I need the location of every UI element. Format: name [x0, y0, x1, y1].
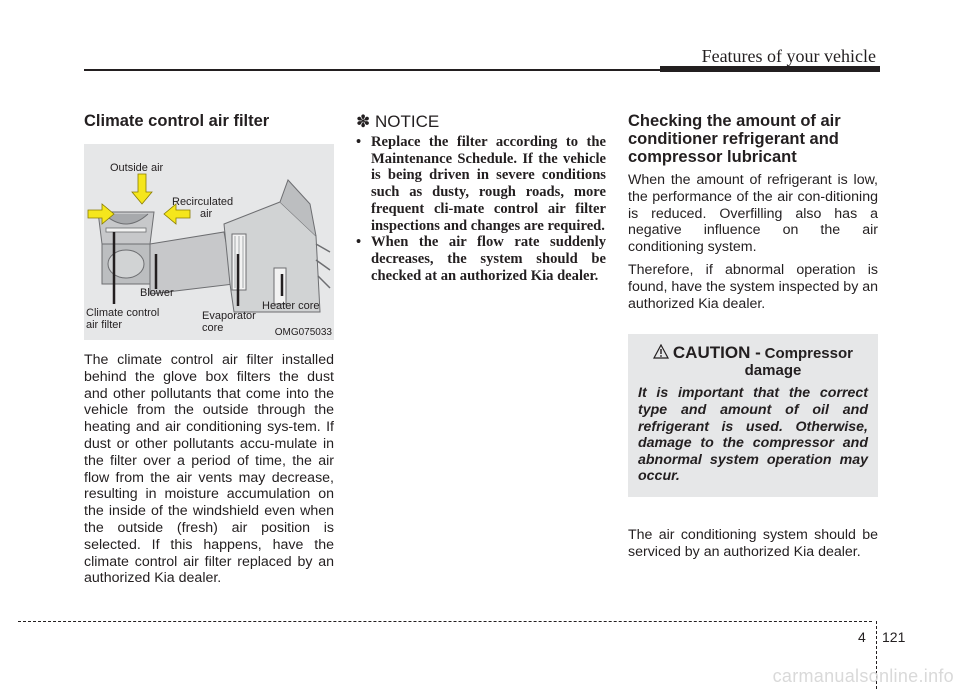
- page-header-title: Features of your vehicle: [701, 46, 876, 66]
- column-filter: [84, 112, 334, 587]
- warning-triangle-icon: [653, 344, 669, 359]
- caution-text: It is important that the correct type and amount of oil and refrigerant is used. Otherwise, damage to the compressor and abnormal system operation may occur.: [638, 385, 868, 485]
- caution-heading: [638, 344, 868, 379]
- label-heater-core: Heater core: [262, 300, 320, 312]
- caution-subject-line2: damage: [744, 362, 802, 380]
- label-evaporator-line1: Evaporator: [202, 310, 256, 322]
- chapter-number: 4: [858, 629, 866, 645]
- filter-body-text: The climate control air filter installed behind the glove box filters the dust and other pollutants that come into the vehicle from the outside through the heating and air conditioning sys-tem. If dust or other pollutants accu-mulate in the filter over a period of time, the air flow from the air vents may decrease, resulting in moisture accumulation on the inside of the windshield even when the outside (fresh) air position is selected. If this happens, have the climate control air filter replaced by an authorized Kia dealer.: [84, 352, 334, 587]
- caution-box: [628, 334, 878, 497]
- air-filter-diagram: [84, 144, 334, 340]
- page-number: 121: [882, 629, 906, 645]
- footer-rule: [18, 621, 872, 622]
- caution-label: CAUTION -: [672, 343, 761, 363]
- label-evaporator-line2: core: [202, 322, 224, 334]
- label-blower: Blower: [140, 287, 174, 299]
- refrigerant-paragraph: Therefore, if abnormal operation is found, have the system inspected by an authorized Kia dealer.: [628, 261, 879, 312]
- label-recirculated-air-line2: air: [200, 208, 213, 220]
- notice-title: ✽ NOTICE: [356, 112, 440, 131]
- label-recirculated-air-line1: Recirculated: [172, 196, 234, 208]
- watermark: carmanualsonline.info: [772, 666, 954, 686]
- label-outside-air: Outside air: [110, 162, 164, 174]
- label-filter-line1: Climate control: [86, 307, 160, 319]
- label-filter-line2: air filter: [86, 319, 123, 331]
- notice-item: • When the air flow rate suddenly decreases, the system should be checked at an authorized Kia dealer.: [356, 234, 606, 284]
- section-heading-filter: Climate control air filter: [84, 112, 270, 130]
- section-heading-refrigerant: Checking the amount of air conditioner refrigerant and compressor lubricant: [628, 112, 841, 166]
- figure-code: OMG075033: [274, 327, 332, 338]
- closing-text: The air conditioning system should be serviced by an authorized Kia dealer.: [628, 526, 878, 560]
- notice-list: [356, 134, 606, 284]
- caution-subject-line1: Compressor: [764, 345, 853, 363]
- header-rule-accent: [660, 66, 880, 72]
- column-notice: [356, 112, 606, 284]
- refrigerant-paragraph: When the amount of refrigerant is low, the performance of the air con-ditioning is reduced. Overfilling also has a negative influence on the air conditioning system.: [628, 172, 878, 256]
- column-refrigerant: [628, 112, 878, 561]
- notice-item: • Replace the filter according to the Maintenance Schedule. If the vehicle is being driven in severe conditions such as dusty, rough roads, more frequent cli-mate control air filter inspections and changes are required.: [356, 134, 606, 234]
